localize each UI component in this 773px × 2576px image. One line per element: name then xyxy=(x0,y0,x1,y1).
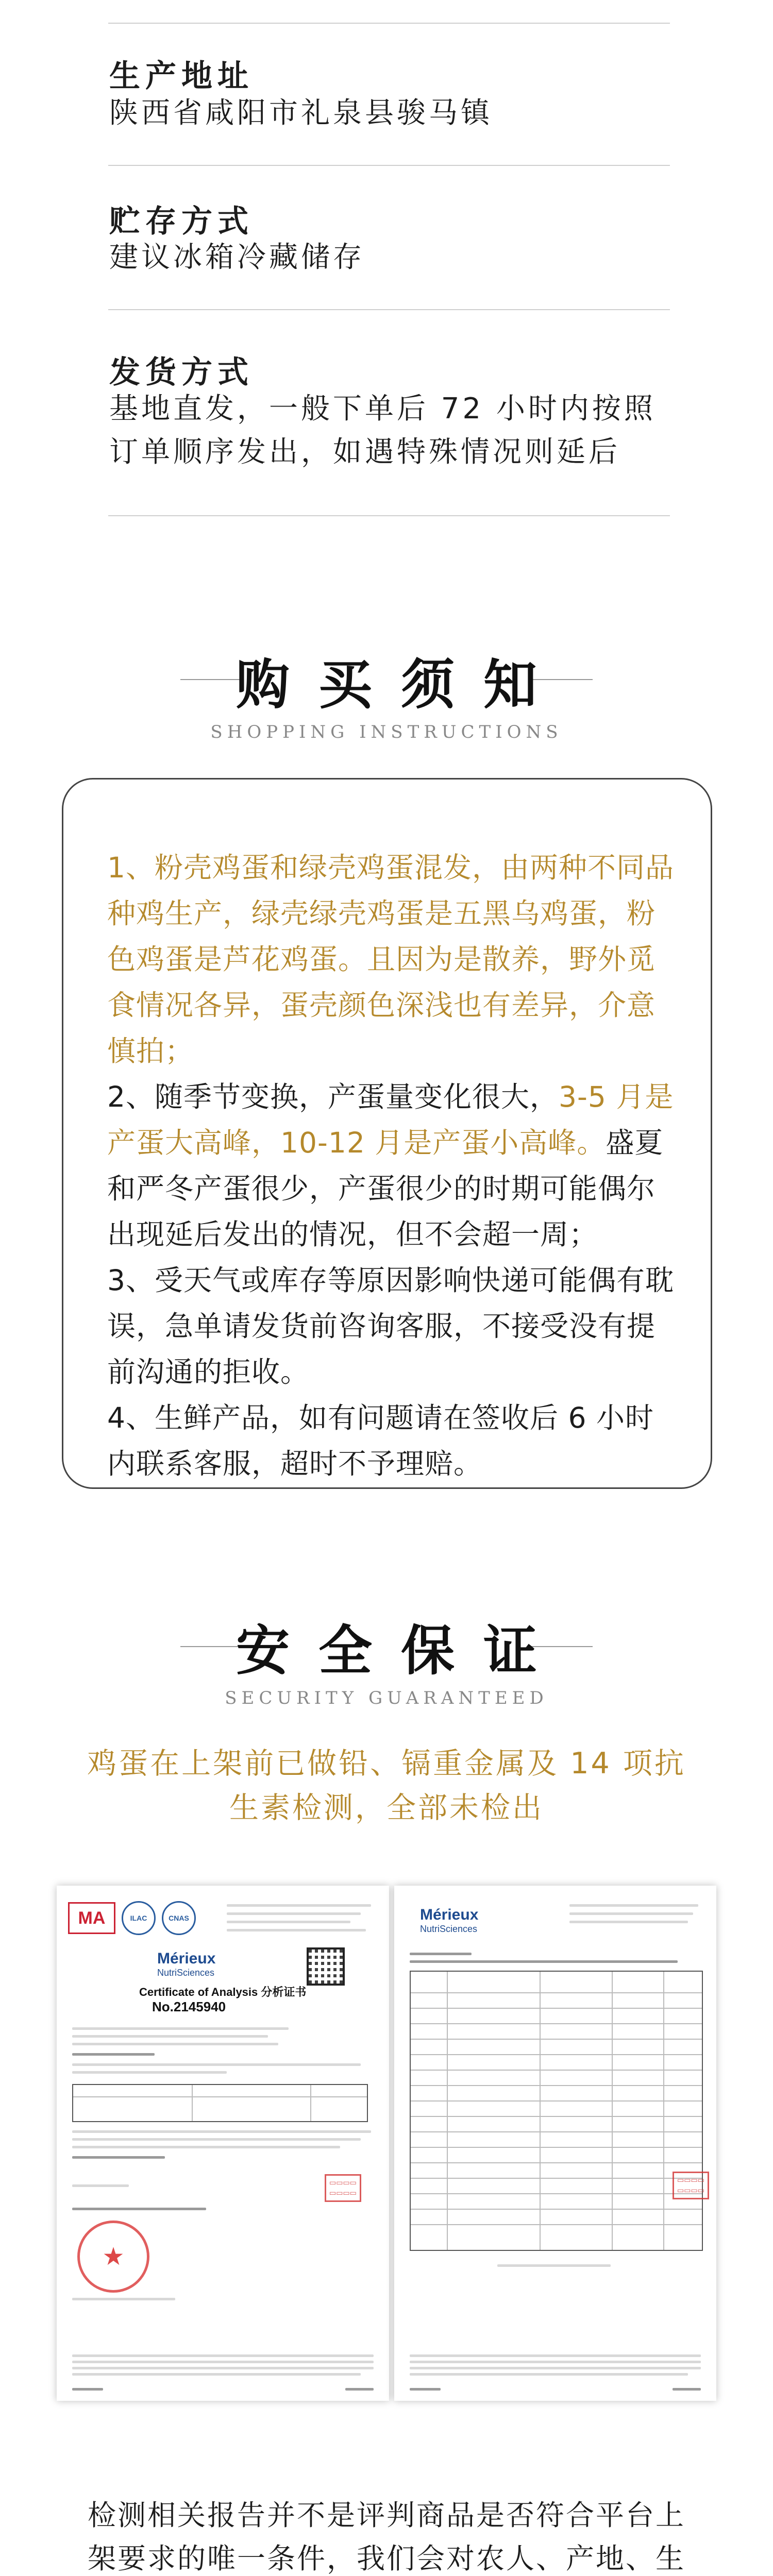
footnote-line xyxy=(410,2354,701,2357)
shopping-instructions-header xyxy=(0,641,773,742)
shipping-method-value: 基地直发，一般下单后 72 小时内按照订单顺序发出，如遇特殊情况则延后 xyxy=(109,392,656,469)
accreditation-logos xyxy=(68,1901,196,1935)
ilac-logo: ILAC xyxy=(122,1901,156,1935)
merieux-logo xyxy=(420,1906,478,1935)
text-line xyxy=(72,2156,165,2159)
section-subtitle: SHOPPING INSTRUCTIONS xyxy=(210,722,563,742)
lab-address-line xyxy=(227,1929,366,1931)
section-title: 安全保证 xyxy=(236,1619,566,1682)
lab-address-line xyxy=(569,1921,688,1923)
table-row xyxy=(73,2096,367,2097)
merieux-logo xyxy=(157,1950,215,1978)
divider xyxy=(108,515,670,516)
cnas-logo: CNAS xyxy=(162,1901,196,1935)
table-col xyxy=(663,1972,664,2250)
text-line xyxy=(410,1953,472,1955)
footnote-line xyxy=(410,2361,701,2363)
footnote-line xyxy=(410,2373,688,2376)
text-line xyxy=(72,2053,155,2056)
text-line xyxy=(72,2071,227,2074)
certificate-right xyxy=(394,1886,716,2401)
footer-statement: 检测相关报告并不是评判商品是否符合平台上架要求的唯一条件，我们会对农人、产地、生 xyxy=(87,2499,685,2575)
table-row xyxy=(411,2147,702,2148)
brand-sub: NutriSciences xyxy=(420,1924,478,1934)
sample-table xyxy=(72,2084,368,2122)
divider xyxy=(108,165,670,166)
notice-text xyxy=(107,845,679,1487)
footnote-line xyxy=(72,2354,374,2357)
table-row xyxy=(411,2116,702,2117)
production-address-title: 生产地址 xyxy=(109,58,254,94)
table-col xyxy=(192,2085,193,2121)
table-row xyxy=(411,1992,702,1993)
text-line xyxy=(410,1960,678,1963)
table-row xyxy=(411,2039,702,2040)
cma-logo: MA xyxy=(68,1902,115,1934)
notice-item-2 xyxy=(107,1074,679,1258)
shipping-method-title: 发货方式 xyxy=(109,354,254,391)
text-line xyxy=(72,2035,268,2038)
text-line xyxy=(72,2043,278,2045)
lab-address-line xyxy=(227,1921,350,1923)
table-row xyxy=(411,2008,702,2009)
table-row xyxy=(411,2054,702,2055)
table-col xyxy=(540,1972,541,2250)
security-header xyxy=(0,1607,773,1708)
brand-name: Mérieux xyxy=(157,1950,216,1967)
storage-method-value: 建议冰箱冷藏储存 xyxy=(109,241,365,274)
text-line xyxy=(497,2264,611,2267)
table-col xyxy=(447,1972,448,2250)
notice-item-1: 1、粉壳鸡蛋和绿壳鸡蛋混发，由两种不同品种鸡生产，绿壳绿壳鸡蛋是五黑乌鸡蛋，粉色鸡蛋是芦花鸡蛋。且因为是散养，野外觅食情况各异，蛋壳颜色深浅也有差异，介意慎拍； xyxy=(107,851,674,1067)
divider xyxy=(108,23,670,24)
footnote-line xyxy=(72,2361,374,2363)
notice-item-4: 4、生鲜产品，如有问题请在签收后 6 小时内联系客服，超时不予理赔。 xyxy=(107,1401,654,1480)
footnote-line xyxy=(410,2388,441,2391)
table-row xyxy=(411,2131,702,2132)
results-table xyxy=(410,1971,703,2251)
security-statement: 鸡蛋在上架前已做铅、镉重金属及 14 项抗生素检测，全部未检出 xyxy=(87,1747,686,1825)
text-line xyxy=(72,2138,361,2141)
text-line xyxy=(72,2130,371,2133)
section-subtitle: SECURITY GUARANTEED xyxy=(225,1688,548,1708)
table-row xyxy=(411,2085,702,2086)
footnote-line xyxy=(410,2367,701,2369)
lab-address-line xyxy=(569,1912,693,1915)
table-row xyxy=(411,2209,702,2210)
table-row xyxy=(411,2178,702,2179)
certificate-number: No.2145940 xyxy=(152,1999,226,2014)
table-row xyxy=(411,2224,702,2225)
footnote-line xyxy=(345,2388,374,2391)
certificate-title: Certificate of Analysis 分析证书 xyxy=(139,1986,307,1998)
text-line xyxy=(72,2027,289,2030)
text-line xyxy=(72,2298,175,2300)
table-row xyxy=(411,2023,702,2024)
footnote-line xyxy=(673,2388,701,2391)
red-stamp-icon: ▭▭▭▭ ▭▭▭▭ xyxy=(325,2174,361,2202)
lab-address-line xyxy=(227,1912,361,1915)
section-title: 购买须知 xyxy=(236,653,566,716)
footnote-line xyxy=(72,2373,361,2376)
table-row xyxy=(411,2070,702,2071)
storage-method-title: 贮存方式 xyxy=(109,204,254,240)
text-line xyxy=(72,2063,361,2066)
production-address-value: 陕西省咸阳市礼泉县骏马镇 xyxy=(109,96,493,130)
divider xyxy=(108,309,670,310)
text-line xyxy=(72,2146,340,2148)
table-row xyxy=(411,2193,702,2194)
table-col xyxy=(310,2085,311,2121)
notice-item-3: 3、受天气或库存等原因影响快递可能偶有耽误，急单请发货前咨询客服，不接受没有提前沟通的拒收。 xyxy=(107,1264,674,1388)
qr-code-icon xyxy=(307,1947,345,1986)
signature-line xyxy=(72,2184,129,2187)
footnote-line xyxy=(72,2367,374,2369)
certificate-left xyxy=(57,1886,389,2401)
official-seal-icon xyxy=(77,2221,149,2293)
brand-name: Mérieux xyxy=(420,1906,479,1923)
notice-item-2-tail: 盛夏和严冬产蛋很少，产蛋很少的时期可能偶尔出现延后发出的情况，但不会超一周； xyxy=(107,1126,664,1251)
lab-address-line xyxy=(569,1904,698,1907)
table-row xyxy=(411,2100,702,2102)
lab-address-line xyxy=(227,1904,371,1907)
red-stamp-icon: ▭▭▭▭ ▭▭▭▭ xyxy=(673,2172,709,2199)
brand-sub: NutriSciences xyxy=(157,1968,215,1978)
text-line xyxy=(72,2208,206,2210)
footnote-line xyxy=(72,2388,103,2391)
table-col xyxy=(612,1972,613,2250)
table-row xyxy=(411,2162,702,2163)
notice-item-2-lead: 2、随季节变换，产蛋量变化很大， xyxy=(107,1080,559,1113)
notice-item-2-highlight: 3-5 月是产蛋大高峰，10-12 月是产蛋小高峰。 xyxy=(107,1080,674,1159)
